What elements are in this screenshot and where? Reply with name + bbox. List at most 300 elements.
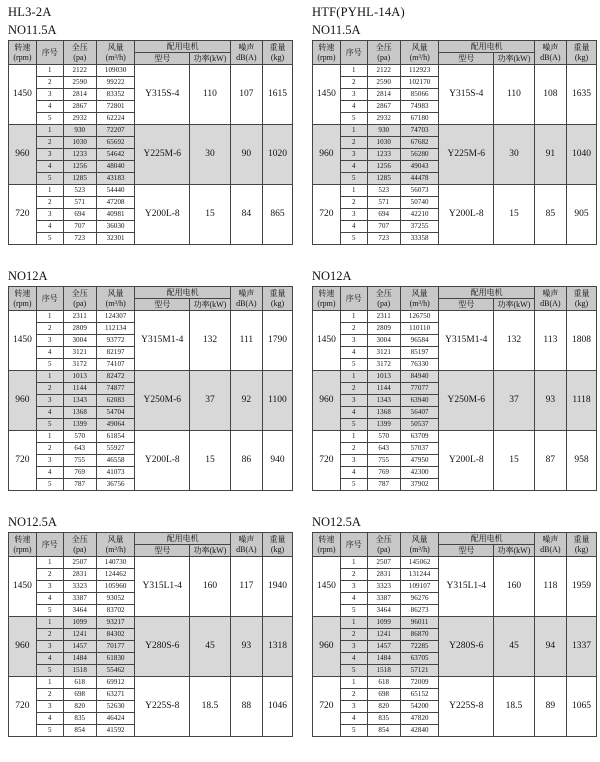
model-header: 型号 bbox=[135, 545, 190, 557]
airflow-cell: 110110 bbox=[400, 323, 439, 335]
weight-cell: 1959 bbox=[566, 557, 596, 617]
motor-model-cell: Y225S-8 bbox=[439, 677, 494, 737]
table-row bbox=[9, 125, 293, 137]
airflow-cell: 67180 bbox=[400, 113, 439, 125]
airflow-header-label: 风量 bbox=[107, 42, 124, 52]
noise-header-label: 噪声 bbox=[238, 42, 255, 52]
motor-power-cell: 110 bbox=[190, 65, 231, 125]
airflow-header-unit: (m³/h) bbox=[409, 544, 430, 554]
table-row bbox=[9, 185, 293, 197]
noise-header bbox=[230, 533, 262, 557]
speed-cell: 1450 bbox=[313, 311, 341, 371]
airflow-cell: 93772 bbox=[96, 335, 135, 347]
pressure-cell: 1144 bbox=[63, 383, 96, 395]
pressure-cell: 755 bbox=[367, 455, 400, 467]
airflow-header-label: 风量 bbox=[411, 534, 428, 544]
pressure-cell: 3323 bbox=[63, 581, 96, 593]
weight-header-label: 重量 bbox=[573, 42, 590, 52]
motor-model-cell: Y200L-8 bbox=[439, 431, 494, 491]
pressure-cell: 2507 bbox=[367, 557, 400, 569]
airflow-cell: 41592 bbox=[96, 725, 135, 737]
airflow-cell: 84302 bbox=[96, 629, 135, 641]
pressure-cell: 1285 bbox=[63, 173, 96, 185]
speed-cell: 1450 bbox=[9, 557, 37, 617]
pressure-header bbox=[63, 533, 96, 557]
performance-table bbox=[312, 286, 597, 491]
speed-cell: 960 bbox=[313, 125, 341, 185]
table-row bbox=[9, 617, 293, 629]
weight-header bbox=[566, 533, 596, 557]
airflow-cell: 32301 bbox=[96, 233, 135, 245]
speed-header-label: 转速 bbox=[14, 534, 31, 544]
pressure-cell: 1399 bbox=[367, 419, 400, 431]
seq-cell: 1 bbox=[340, 557, 367, 569]
seq-cell: 4 bbox=[36, 407, 63, 419]
airflow-cell: 140730 bbox=[96, 557, 135, 569]
airflow-cell: 47950 bbox=[400, 455, 439, 467]
pressure-cell: 1285 bbox=[367, 173, 400, 185]
weight-cell: 1040 bbox=[566, 125, 596, 185]
airflow-cell: 62083 bbox=[96, 395, 135, 407]
seq-cell: 5 bbox=[340, 173, 367, 185]
noise-cell: 94 bbox=[534, 617, 566, 677]
weight-header-unit: (kg) bbox=[574, 298, 589, 308]
seq-cell: 3 bbox=[340, 581, 367, 593]
pressure-cell: 930 bbox=[367, 125, 400, 137]
pressure-cell: 698 bbox=[367, 689, 400, 701]
seq-cell: 2 bbox=[36, 629, 63, 641]
series-title-left: HL3-2A bbox=[8, 5, 52, 19]
seq-cell: 1 bbox=[36, 557, 63, 569]
pressure-cell: 2809 bbox=[63, 323, 96, 335]
airflow-cell: 63705 bbox=[400, 653, 439, 665]
weight-header bbox=[262, 533, 292, 557]
noise-cell: 108 bbox=[534, 65, 566, 125]
weight-cell: 1635 bbox=[566, 65, 596, 125]
seq-cell: 1 bbox=[36, 311, 63, 323]
seq-cell: 3 bbox=[36, 335, 63, 347]
airflow-header-unit: (m³/h) bbox=[105, 298, 126, 308]
airflow-cell: 54440 bbox=[96, 185, 135, 197]
speed-cell: 1450 bbox=[313, 65, 341, 125]
weight-header-label: 重量 bbox=[269, 42, 286, 52]
table-row bbox=[313, 65, 597, 77]
speed-cell: 720 bbox=[9, 677, 37, 737]
pressure-cell: 570 bbox=[367, 431, 400, 443]
airflow-header bbox=[96, 287, 135, 311]
airflow-cell: 84940 bbox=[400, 371, 439, 383]
airflow-cell: 112134 bbox=[96, 323, 135, 335]
seq-cell: 4 bbox=[36, 347, 63, 359]
airflow-header-unit: (m³/h) bbox=[409, 298, 430, 308]
pressure-cell: 1484 bbox=[367, 653, 400, 665]
motor-model-cell: Y250M-6 bbox=[135, 371, 190, 431]
motor-model-cell: Y225S-8 bbox=[135, 677, 190, 737]
pressure-cell: 2507 bbox=[63, 557, 96, 569]
seq-cell: 3 bbox=[36, 89, 63, 101]
motor-model-cell: Y315S-4 bbox=[135, 65, 190, 125]
seq-cell: 1 bbox=[340, 311, 367, 323]
pressure-cell: 2311 bbox=[367, 311, 400, 323]
noise-header bbox=[230, 41, 262, 65]
pressure-header-unit: (pa) bbox=[377, 298, 391, 308]
seq-cell: 3 bbox=[340, 335, 367, 347]
pressure-cell: 723 bbox=[63, 233, 96, 245]
seq-cell: 5 bbox=[36, 605, 63, 617]
speed-cell: 960 bbox=[313, 617, 341, 677]
airflow-header-label: 风量 bbox=[411, 288, 428, 298]
table-row bbox=[9, 431, 293, 443]
pressure-cell: 769 bbox=[63, 467, 96, 479]
noise-header bbox=[534, 533, 566, 557]
seq-cell: 5 bbox=[36, 479, 63, 491]
noise-cell: 86 bbox=[230, 431, 262, 491]
pressure-cell: 1518 bbox=[63, 665, 96, 677]
pressure-cell: 2122 bbox=[63, 65, 96, 77]
pressure-cell: 854 bbox=[63, 725, 96, 737]
motor-model-cell: Y315M1-4 bbox=[439, 311, 494, 371]
motor-model-cell: Y280S-6 bbox=[135, 617, 190, 677]
airflow-cell: 77077 bbox=[400, 383, 439, 395]
seq-cell: 5 bbox=[36, 419, 63, 431]
seq-cell: 3 bbox=[340, 395, 367, 407]
airflow-cell: 42210 bbox=[400, 209, 439, 221]
seq-cell: 4 bbox=[36, 221, 63, 233]
seq-cell: 5 bbox=[340, 113, 367, 125]
speed-header bbox=[313, 533, 341, 557]
airflow-cell: 47208 bbox=[96, 197, 135, 209]
pressure-cell: 2122 bbox=[367, 65, 400, 77]
seq-cell: 1 bbox=[36, 65, 63, 77]
airflow-header bbox=[400, 533, 439, 557]
speed-cell: 720 bbox=[313, 677, 341, 737]
seq-cell: 2 bbox=[36, 137, 63, 149]
seq-cell: 5 bbox=[36, 725, 63, 737]
airflow-cell: 96584 bbox=[400, 335, 439, 347]
noise-header-unit: dB(A) bbox=[540, 52, 561, 62]
pressure-header-label: 全压 bbox=[71, 534, 88, 544]
motor-model-cell: Y315L1-4 bbox=[439, 557, 494, 617]
seq-cell: 3 bbox=[36, 209, 63, 221]
seq-cell: 2 bbox=[36, 443, 63, 455]
table-row bbox=[313, 677, 597, 689]
pressure-cell: 1241 bbox=[367, 629, 400, 641]
pressure-cell: 1256 bbox=[63, 161, 96, 173]
noise-header-unit: dB(A) bbox=[540, 544, 561, 554]
motor-header: 配用电机 bbox=[135, 41, 230, 53]
airflow-header-unit: (m³/h) bbox=[105, 544, 126, 554]
airflow-cell: 99222 bbox=[96, 77, 135, 89]
airflow-cell: 62224 bbox=[96, 113, 135, 125]
seq-cell: 5 bbox=[340, 479, 367, 491]
noise-header-label: 噪声 bbox=[542, 42, 559, 52]
seq-cell: 3 bbox=[36, 581, 63, 593]
airflow-cell: 56073 bbox=[400, 185, 439, 197]
airflow-cell: 109030 bbox=[96, 65, 135, 77]
weight-cell: 958 bbox=[566, 431, 596, 491]
noise-cell: 93 bbox=[230, 617, 262, 677]
pressure-cell: 523 bbox=[367, 185, 400, 197]
model-size-title: NO12A bbox=[8, 269, 48, 283]
weight-header bbox=[262, 41, 292, 65]
pressure-cell: 854 bbox=[367, 725, 400, 737]
pressure-cell: 618 bbox=[63, 677, 96, 689]
speed-cell: 960 bbox=[9, 371, 37, 431]
seq-cell: 3 bbox=[36, 641, 63, 653]
pressure-cell: 820 bbox=[63, 701, 96, 713]
speed-header-unit: (rpm) bbox=[317, 298, 336, 308]
seq-cell: 5 bbox=[340, 359, 367, 371]
speed-header bbox=[9, 287, 37, 311]
pressure-cell: 2831 bbox=[63, 569, 96, 581]
pressure-cell: 787 bbox=[367, 479, 400, 491]
airflow-cell: 131244 bbox=[400, 569, 439, 581]
pressure-cell: 3464 bbox=[63, 605, 96, 617]
weight-cell: 1318 bbox=[262, 617, 292, 677]
pressure-cell: 1030 bbox=[63, 137, 96, 149]
seq-header: 序号 bbox=[36, 41, 63, 65]
weight-cell: 1020 bbox=[262, 125, 292, 185]
pressure-cell: 2809 bbox=[367, 323, 400, 335]
seq-cell: 4 bbox=[36, 467, 63, 479]
noise-cell: 89 bbox=[534, 677, 566, 737]
block-l2 bbox=[8, 268, 293, 491]
motor-header: 配用电机 bbox=[135, 533, 230, 545]
model-size-title: NO12A bbox=[312, 269, 352, 283]
pressure-cell: 1399 bbox=[63, 419, 96, 431]
speed-header-label: 转速 bbox=[318, 534, 335, 544]
pressure-cell: 1368 bbox=[367, 407, 400, 419]
airflow-cell: 36030 bbox=[96, 221, 135, 233]
seq-cell: 1 bbox=[340, 371, 367, 383]
seq-cell: 3 bbox=[340, 455, 367, 467]
noise-cell: 107 bbox=[230, 65, 262, 125]
airflow-cell: 46424 bbox=[96, 713, 135, 725]
airflow-cell: 74983 bbox=[400, 101, 439, 113]
model-header: 型号 bbox=[439, 299, 494, 311]
seq-cell: 2 bbox=[36, 77, 63, 89]
motor-power-cell: 45 bbox=[494, 617, 535, 677]
pressure-cell: 2590 bbox=[63, 77, 96, 89]
pressure-cell: 1343 bbox=[367, 395, 400, 407]
speed-header-label: 转速 bbox=[318, 288, 335, 298]
seq-cell: 2 bbox=[36, 197, 63, 209]
model-size-title: NO11.5A bbox=[312, 23, 361, 37]
airflow-cell: 57037 bbox=[400, 443, 439, 455]
airflow-cell: 33358 bbox=[400, 233, 439, 245]
motor-power-cell: 15 bbox=[190, 431, 231, 491]
seq-cell: 5 bbox=[340, 605, 367, 617]
power-header: 功率(kW) bbox=[190, 299, 231, 311]
pressure-cell: 707 bbox=[367, 221, 400, 233]
seq-cell: 2 bbox=[340, 137, 367, 149]
table-row bbox=[313, 431, 597, 443]
seq-cell: 3 bbox=[36, 455, 63, 467]
seq-cell: 3 bbox=[36, 149, 63, 161]
airflow-cell: 76330 bbox=[400, 359, 439, 371]
airflow-cell: 36756 bbox=[96, 479, 135, 491]
speed-header-label: 转速 bbox=[318, 42, 335, 52]
airflow-cell: 74877 bbox=[96, 383, 135, 395]
airflow-cell: 54704 bbox=[96, 407, 135, 419]
motor-power-cell: 45 bbox=[190, 617, 231, 677]
table-row bbox=[313, 371, 597, 383]
speed-header-unit: (rpm) bbox=[13, 298, 32, 308]
airflow-cell: 46558 bbox=[96, 455, 135, 467]
airflow-header-label: 风量 bbox=[107, 288, 124, 298]
airflow-cell: 109107 bbox=[400, 581, 439, 593]
seq-cell: 2 bbox=[36, 383, 63, 395]
motor-header: 配用电机 bbox=[135, 287, 230, 299]
noise-header-unit: dB(A) bbox=[236, 52, 257, 62]
noise-header-unit: dB(A) bbox=[540, 298, 561, 308]
speed-cell: 960 bbox=[313, 371, 341, 431]
table-row bbox=[9, 371, 293, 383]
speed-header-unit: (rpm) bbox=[317, 52, 336, 62]
series-title-right: HTF(PYHL-14A) bbox=[312, 5, 405, 19]
power-header: 功率(kW) bbox=[494, 545, 535, 557]
airflow-header bbox=[400, 41, 439, 65]
noise-header-label: 噪声 bbox=[238, 534, 255, 544]
airflow-cell: 83352 bbox=[96, 89, 135, 101]
speed-header-label: 转速 bbox=[14, 42, 31, 52]
speed-cell: 720 bbox=[313, 431, 341, 491]
motor-model-cell: Y280S-6 bbox=[439, 617, 494, 677]
airflow-cell: 65692 bbox=[96, 137, 135, 149]
pressure-cell: 1368 bbox=[63, 407, 96, 419]
motor-model-cell: Y250M-6 bbox=[439, 371, 494, 431]
seq-cell: 3 bbox=[36, 395, 63, 407]
airflow-header-label: 风量 bbox=[107, 534, 124, 544]
airflow-cell: 56407 bbox=[400, 407, 439, 419]
table-row bbox=[9, 677, 293, 689]
pressure-header bbox=[367, 533, 400, 557]
airflow-cell: 112923 bbox=[400, 65, 439, 77]
airflow-cell: 61830 bbox=[96, 653, 135, 665]
pressure-cell: 930 bbox=[63, 125, 96, 137]
noise-cell: 87 bbox=[534, 431, 566, 491]
pressure-header bbox=[367, 41, 400, 65]
airflow-cell: 37902 bbox=[400, 479, 439, 491]
airflow-cell: 42840 bbox=[400, 725, 439, 737]
right-column bbox=[312, 4, 597, 20]
pressure-cell: 2932 bbox=[63, 113, 96, 125]
speed-cell: 1450 bbox=[9, 65, 37, 125]
noise-cell: 117 bbox=[230, 557, 262, 617]
seq-cell: 2 bbox=[340, 323, 367, 335]
motor-power-cell: 15 bbox=[494, 185, 535, 245]
speed-cell: 720 bbox=[9, 185, 37, 245]
airflow-cell: 69912 bbox=[96, 677, 135, 689]
speed-header-unit: (rpm) bbox=[13, 544, 32, 554]
airflow-cell: 47820 bbox=[400, 713, 439, 725]
speed-header bbox=[313, 41, 341, 65]
weight-cell: 1615 bbox=[262, 65, 292, 125]
pressure-cell: 1484 bbox=[63, 653, 96, 665]
weight-cell: 1940 bbox=[262, 557, 292, 617]
noise-cell: 91 bbox=[534, 125, 566, 185]
weight-header-unit: (kg) bbox=[574, 544, 589, 554]
block-r1 bbox=[312, 22, 597, 245]
airflow-cell: 82472 bbox=[96, 371, 135, 383]
airflow-cell: 72801 bbox=[96, 101, 135, 113]
motor-model-cell: Y200L-8 bbox=[135, 431, 190, 491]
seq-cell: 1 bbox=[340, 431, 367, 443]
speed-header-unit: (rpm) bbox=[13, 52, 32, 62]
pressure-header-label: 全压 bbox=[375, 534, 392, 544]
pressure-cell: 755 bbox=[63, 455, 96, 467]
seq-cell: 5 bbox=[36, 233, 63, 245]
pressure-cell: 723 bbox=[367, 233, 400, 245]
motor-power-cell: 132 bbox=[494, 311, 535, 371]
motor-header: 配用电机 bbox=[439, 533, 534, 545]
seq-cell: 2 bbox=[340, 569, 367, 581]
seq-cell: 2 bbox=[36, 569, 63, 581]
pressure-cell: 3323 bbox=[367, 581, 400, 593]
pressure-cell: 1457 bbox=[367, 641, 400, 653]
airflow-header bbox=[96, 533, 135, 557]
table-row bbox=[9, 311, 293, 323]
pressure-cell: 618 bbox=[367, 677, 400, 689]
pressure-header-label: 全压 bbox=[71, 288, 88, 298]
seq-header: 序号 bbox=[36, 287, 63, 311]
motor-model-cell: Y315S-4 bbox=[439, 65, 494, 125]
pressure-cell: 2814 bbox=[63, 89, 96, 101]
pressure-cell: 1457 bbox=[63, 641, 96, 653]
airflow-cell: 72009 bbox=[400, 677, 439, 689]
pressure-cell: 571 bbox=[63, 197, 96, 209]
pressure-cell: 820 bbox=[367, 701, 400, 713]
pressure-cell: 643 bbox=[63, 443, 96, 455]
pressure-cell: 2867 bbox=[63, 101, 96, 113]
motor-power-cell: 30 bbox=[494, 125, 535, 185]
pressure-header-unit: (pa) bbox=[377, 52, 391, 62]
performance-table bbox=[312, 532, 597, 737]
airflow-cell: 126750 bbox=[400, 311, 439, 323]
pressure-header-unit: (pa) bbox=[73, 52, 87, 62]
airflow-cell: 56280 bbox=[400, 149, 439, 161]
block-l1 bbox=[8, 22, 293, 245]
motor-power-cell: 18.5 bbox=[494, 677, 535, 737]
noise-header bbox=[534, 287, 566, 311]
seq-cell: 5 bbox=[36, 359, 63, 371]
weight-cell: 1118 bbox=[566, 371, 596, 431]
pressure-cell: 698 bbox=[63, 689, 96, 701]
airflow-cell: 40981 bbox=[96, 209, 135, 221]
noise-cell: 93 bbox=[534, 371, 566, 431]
airflow-cell: 44478 bbox=[400, 173, 439, 185]
motor-power-cell: 30 bbox=[190, 125, 231, 185]
airflow-header bbox=[400, 287, 439, 311]
pressure-cell: 523 bbox=[63, 185, 96, 197]
airflow-cell: 82197 bbox=[96, 347, 135, 359]
table-row bbox=[313, 617, 597, 629]
speed-cell: 1450 bbox=[9, 311, 37, 371]
pressure-header-label: 全压 bbox=[71, 42, 88, 52]
seq-cell: 1 bbox=[36, 431, 63, 443]
speed-header bbox=[313, 287, 341, 311]
airflow-cell: 48040 bbox=[96, 161, 135, 173]
pressure-cell: 835 bbox=[63, 713, 96, 725]
airflow-cell: 49043 bbox=[400, 161, 439, 173]
seq-cell: 1 bbox=[340, 65, 367, 77]
pressure-cell: 3172 bbox=[63, 359, 96, 371]
airflow-cell: 85197 bbox=[400, 347, 439, 359]
seq-cell: 4 bbox=[340, 713, 367, 725]
airflow-cell: 72207 bbox=[96, 125, 135, 137]
noise-header-unit: dB(A) bbox=[236, 544, 257, 554]
seq-cell: 2 bbox=[36, 323, 63, 335]
